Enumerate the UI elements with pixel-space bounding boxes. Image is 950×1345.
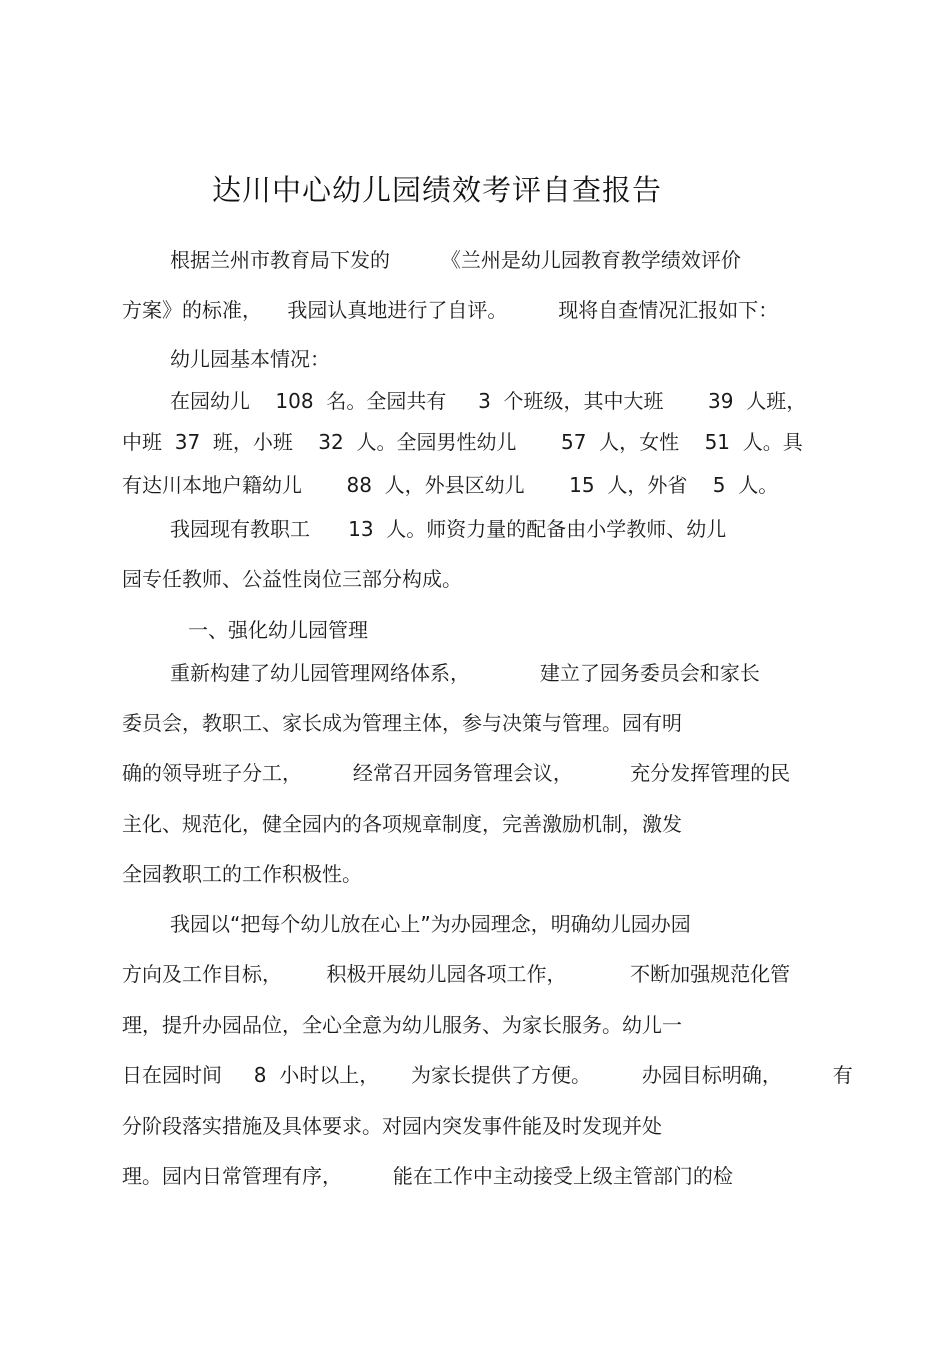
paragraph-line: 重新构建了幼儿园管理网络体系， 建立了园务委员会和家长 xyxy=(170,661,760,685)
paragraph-line: 确的领导班子分工， 经常召开园务管理会议， 充分发挥管理的民 xyxy=(122,761,791,785)
paragraph-line: 有达川本地户籍幼儿 88 人，外县区幼儿 15 人，外省 5 人。 xyxy=(122,473,779,497)
paragraph-line: 我园现有教职工 13 人。师资力量的配备由小学教师、幼儿 xyxy=(170,517,727,541)
paragraph-line: 中班 37 班，小班 32 人。全园男性幼儿 57 人，女性 51 人。具 xyxy=(122,430,803,454)
paragraph-line: 日在园时间 8 小时以上， 为家长提供了方便。 办园目标明确， 有 xyxy=(122,1063,853,1087)
paragraph-line: 全园教职工的工作积极性。 xyxy=(122,862,362,886)
paragraph-line: 我园以“把每个幼儿放在心上”为办园理念，明确幼儿园办园 xyxy=(170,912,691,936)
paragraph-line: 委员会，教职工、家长成为管理主体，参与决策与管理。园有明 xyxy=(122,711,682,735)
document-title: 达川中心幼儿园绩效考评自查报告 xyxy=(212,173,663,207)
section-heading: 幼儿园基本情况： xyxy=(170,347,330,371)
paragraph-line: 理。园内日常管理有序， 能在工作中主动接受上级主管部门的检 xyxy=(122,1164,733,1188)
paragraph-line: 园专任教师、公益性岗位三部分构成。 xyxy=(122,567,462,591)
paragraph-line: 理，提升办园品位，全心全意为幼儿服务、为家长服务。幼儿一 xyxy=(122,1013,682,1037)
paragraph-line: 方案》的标准， 我园认真地进行了自评。 现将自查情况汇报如下： xyxy=(122,298,779,322)
paragraph-line: 在园幼儿 108 名。全园共有 3 个班级，其中大班 39 人班， xyxy=(170,389,807,413)
paragraph-line: 分阶段落实措施及具体要求。对园内突发事件能及时发现并处 xyxy=(122,1114,662,1138)
paragraph-line: 根据兰州市教育局下发的 《兰州是幼儿园教育教学绩效评价 xyxy=(170,248,741,272)
paragraph-line: 方向及工作目标， 积极开展幼儿园各项工作， 不断加强规范化管 xyxy=(122,962,791,986)
section-heading: 一、强化幼儿园管理 xyxy=(188,618,368,642)
paragraph-line: 主化、规范化，健全园内的各项规章制度，完善激励机制，激发 xyxy=(122,812,682,836)
